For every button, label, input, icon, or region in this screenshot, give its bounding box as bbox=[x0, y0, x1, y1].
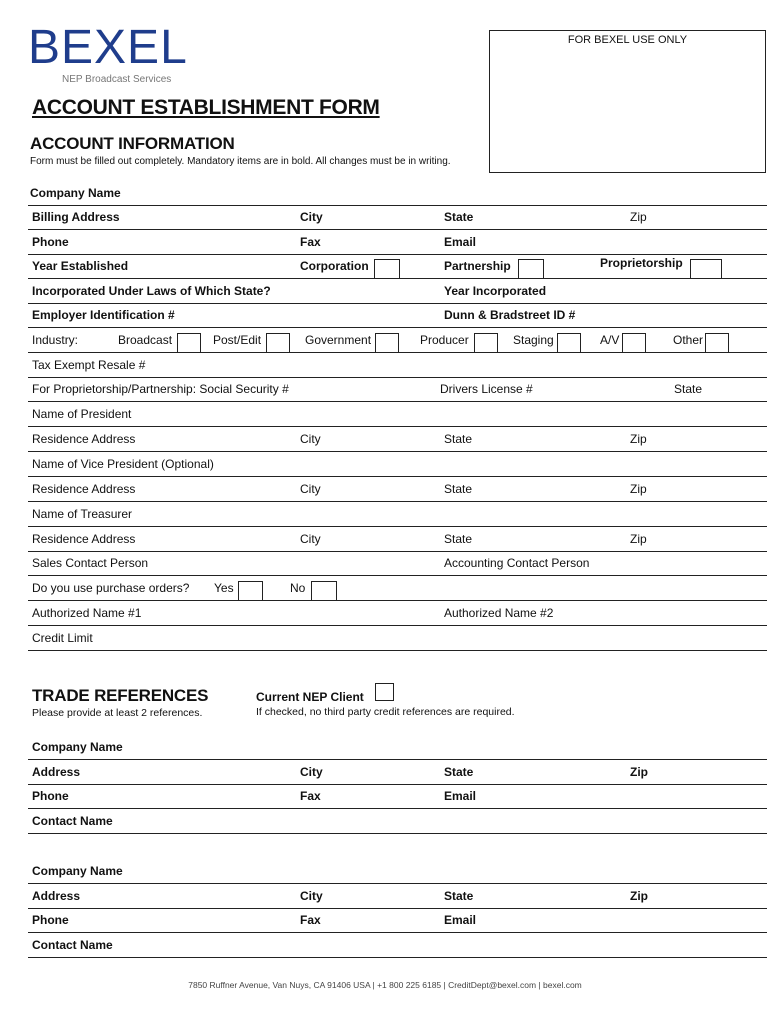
ref2-row-address[interactable] bbox=[28, 885, 767, 909]
row-purchase-orders[interactable] bbox=[28, 577, 767, 601]
form-title: ACCOUNT ESTABLISHMENT FORM bbox=[32, 96, 380, 119]
post-edit-checkbox[interactable] bbox=[266, 333, 290, 353]
ref2-label-email: Email bbox=[444, 913, 477, 927]
label-broadcast: Broadcast bbox=[118, 333, 173, 347]
bexel-use-only-box bbox=[489, 30, 766, 173]
ref1-label-company: Company Name bbox=[32, 740, 123, 754]
label-credit-limit: Credit Limit bbox=[32, 631, 93, 645]
ref1-row-contact[interactable] bbox=[28, 810, 767, 834]
logo-wordmark: BEXEL bbox=[28, 21, 188, 74]
row-vice-president[interactable] bbox=[28, 453, 767, 477]
logo-tagline: NEP Broadcast Services bbox=[62, 74, 172, 85]
label-incorporated-state: Incorporated Under Laws of Which State? bbox=[32, 284, 271, 298]
label-industry: Industry: bbox=[32, 333, 79, 347]
label-post-edit: Post/Edit bbox=[213, 333, 262, 347]
label-state: State bbox=[444, 532, 473, 546]
po-no-checkbox[interactable] bbox=[311, 581, 337, 601]
ref2-row-company[interactable] bbox=[28, 860, 767, 884]
label-president: Name of President bbox=[32, 407, 132, 421]
label-residence-address: Residence Address bbox=[32, 482, 136, 496]
row-year-established[interactable] bbox=[28, 255, 767, 279]
label-ssn: For Proprietorship/Partnership: Social Security # bbox=[32, 382, 289, 396]
label-treasurer: Name of Treasurer bbox=[32, 507, 133, 521]
ref2-label-phone: Phone bbox=[32, 913, 69, 927]
label-fax: Fax bbox=[300, 235, 321, 249]
label-tax-exempt: Tax Exempt Resale # bbox=[32, 358, 146, 372]
row-treasurer[interactable] bbox=[28, 503, 767, 527]
ref2-label-zip: Zip bbox=[630, 889, 648, 903]
broadcast-checkbox[interactable] bbox=[177, 333, 201, 353]
nep-client-note: If checked, no third party credit references are required. bbox=[256, 706, 515, 718]
row-contacts[interactable] bbox=[28, 552, 767, 576]
label-authorized-2: Authorized Name #2 bbox=[444, 606, 554, 620]
label-city: City bbox=[300, 482, 321, 496]
ref2-row-contact[interactable] bbox=[28, 934, 767, 958]
row-treasurer-address[interactable] bbox=[28, 528, 767, 552]
label-staging: Staging bbox=[513, 333, 554, 347]
row-incorporated[interactable] bbox=[28, 280, 767, 304]
label-proprietorship: Proprietorship bbox=[600, 256, 683, 270]
label-company-name: Company Name bbox=[30, 186, 121, 200]
row-credit-limit[interactable] bbox=[28, 627, 767, 651]
nep-client-label: Current NEP Client bbox=[256, 690, 364, 704]
label-no: No bbox=[290, 581, 306, 595]
label-purchase-orders: Do you use purchase orders? bbox=[32, 581, 190, 595]
row-industry[interactable] bbox=[28, 329, 767, 353]
label-dunn-bradstreet: Dunn & Bradstreet ID # bbox=[444, 308, 576, 322]
section-title: ACCOUNT INFORMATION bbox=[30, 134, 235, 153]
ref1-label-city: City bbox=[300, 765, 323, 779]
ref1-label-contact: Contact Name bbox=[32, 814, 113, 828]
label-other: Other bbox=[673, 333, 704, 347]
row-president-address[interactable] bbox=[28, 428, 767, 452]
av-checkbox[interactable] bbox=[622, 333, 646, 353]
label-zip: Zip bbox=[630, 482, 647, 496]
ref2-label-company: Company Name bbox=[32, 864, 123, 878]
ref2-row-phone[interactable] bbox=[28, 909, 767, 933]
ref2-label-address: Address bbox=[32, 889, 81, 903]
row-company-name[interactable] bbox=[28, 182, 767, 206]
label-producer: Producer bbox=[420, 333, 469, 347]
label-email: Email bbox=[444, 235, 477, 249]
proprietorship-checkbox[interactable] bbox=[690, 259, 722, 279]
ref1-label-email: Email bbox=[444, 789, 477, 803]
label-partnership: Partnership bbox=[444, 259, 511, 273]
label-corporation: Corporation bbox=[300, 259, 369, 273]
ref1-label-phone: Phone bbox=[32, 789, 69, 803]
label-zip: Zip bbox=[630, 532, 647, 546]
label-city: City bbox=[300, 532, 321, 546]
bexel-use-only-label: FOR BEXEL USE ONLY bbox=[567, 34, 688, 46]
label-year-incorporated: Year Incorporated bbox=[444, 284, 547, 298]
ref1-label-state: State bbox=[444, 765, 474, 779]
label-state: State bbox=[444, 432, 473, 446]
trade-references-note: Please provide at least 2 references. bbox=[32, 707, 203, 719]
other-checkbox[interactable] bbox=[705, 333, 729, 353]
trade-references-title: TRADE REFERENCES bbox=[32, 686, 209, 705]
row-tax-exempt[interactable] bbox=[28, 354, 767, 378]
staging-checkbox[interactable] bbox=[557, 333, 581, 353]
ref2-label-state: State bbox=[444, 889, 474, 903]
label-ein: Employer Identification # bbox=[32, 308, 175, 322]
ref1-row-address[interactable] bbox=[28, 761, 767, 785]
label-residence-address: Residence Address bbox=[32, 532, 136, 546]
label-yes: Yes bbox=[214, 581, 234, 595]
nep-client-checkbox[interactable] bbox=[375, 683, 394, 701]
label-sales-contact: Sales Contact Person bbox=[32, 556, 149, 570]
ref1-row-company[interactable] bbox=[28, 736, 767, 760]
label-city: City bbox=[300, 210, 323, 224]
row-authorized-names[interactable] bbox=[28, 602, 767, 626]
label-billing-address: Billing Address bbox=[32, 210, 120, 224]
ref2-label-fax: Fax bbox=[300, 913, 321, 927]
corporation-checkbox[interactable] bbox=[374, 259, 400, 279]
row-president[interactable] bbox=[28, 403, 767, 427]
ref1-label-address: Address bbox=[32, 765, 81, 779]
label-dl-state: State bbox=[674, 382, 703, 396]
label-government: Government bbox=[305, 333, 372, 347]
ref2-label-city: City bbox=[300, 889, 323, 903]
label-city: City bbox=[300, 432, 321, 446]
label-av: A/V bbox=[600, 333, 620, 347]
label-state: State bbox=[444, 482, 473, 496]
row-ssn[interactable] bbox=[28, 378, 767, 402]
row-vp-address[interactable] bbox=[28, 478, 767, 502]
label-vice-president: Name of Vice President (Optional) bbox=[32, 457, 214, 471]
po-yes-checkbox[interactable] bbox=[238, 581, 263, 601]
label-accounting-contact: Accounting Contact Person bbox=[444, 556, 590, 570]
label-authorized-1: Authorized Name #1 bbox=[32, 606, 142, 620]
government-checkbox[interactable] bbox=[375, 333, 399, 353]
ref1-label-zip: Zip bbox=[630, 765, 648, 779]
label-phone: Phone bbox=[32, 235, 69, 249]
label-zip: Zip bbox=[630, 432, 647, 446]
label-residence-address: Residence Address bbox=[32, 432, 136, 446]
footer-contact-info: 7850 Ruffner Avenue, Van Nuys, CA 91406 USA | +1 800 225 6185 | CreditDept@bexel.com | bexel.com bbox=[188, 980, 582, 990]
label-year-established: Year Established bbox=[32, 259, 129, 273]
label-drivers-license: Drivers License # bbox=[440, 382, 533, 396]
form-instructions: Form must be filled out completely. Mandatory items are in bold. All changes must be in writing. bbox=[30, 156, 451, 167]
row-phone[interactable] bbox=[28, 231, 767, 255]
label-zip: Zip bbox=[630, 210, 647, 224]
label-state: State bbox=[444, 210, 474, 224]
bexel-logo bbox=[28, 22, 203, 92]
ref2-label-contact: Contact Name bbox=[32, 938, 113, 952]
partnership-checkbox[interactable] bbox=[518, 259, 544, 279]
ref1-row-phone[interactable] bbox=[28, 785, 767, 809]
ref1-label-fax: Fax bbox=[300, 789, 321, 803]
row-ein[interactable] bbox=[28, 304, 767, 328]
producer-checkbox[interactable] bbox=[474, 333, 498, 353]
row-billing-address[interactable] bbox=[28, 206, 767, 230]
